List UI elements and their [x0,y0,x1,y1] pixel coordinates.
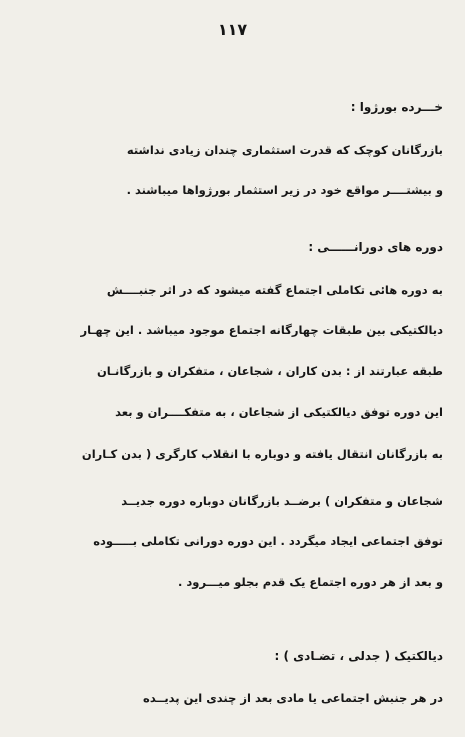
text-line: و بیشتــــر مواقع خود در زیر استثمار بورژواها میباشند . [126,183,443,197]
text-line: توفق اجتماعی ایجاد میگردد . این دوره دورانی تکاملی بـــــوده [93,534,443,548]
text-line: دیالکتیکی بین طبقات چهارگانه اجتماع موجود میباشد . این چهـار [80,323,443,337]
heading-dialectic: دیالکتیک ( جدلی ، تضـادی ) : [274,649,443,663]
text-line: و بعد از هر دوره اجتماع یک قدم بجلو میـــرود . [178,575,443,589]
heading-petty-bourgeoisie: خـــرده بورژوا : [350,100,443,114]
text-line: به دوره هائی تکاملی اجتماع گفته میشود که در اثر جنبــــش [106,283,443,297]
text-line: طبقه عبارتند از : بدن کاران ، شجاعان ، متفکران و بازرگانـان [96,364,443,378]
text-line: شجاعان و متفکران ) برضــد بازرگانان دوباره دوره جدیــد [121,494,443,508]
heading-cyclical-periods: دوره های دورانــــــی : [308,240,443,254]
text-line: در هر جنبش اجتماعی یا مادی بعد از چندی این پدیــده [143,691,443,705]
page-number: ۱۱۷ [217,20,248,39]
text-line: به بازرگانان انتقال یافته و دوباره با انقلاب کارگری ( بدن کـاران [81,447,443,461]
text-line: بازرگانان کوچک که قدرت استثماری چندان زیادی نداشته [126,143,443,157]
text-line: این دوره توفق دیالکتیکی از شجاعان ، به متفکــــران و بعد [115,405,443,419]
